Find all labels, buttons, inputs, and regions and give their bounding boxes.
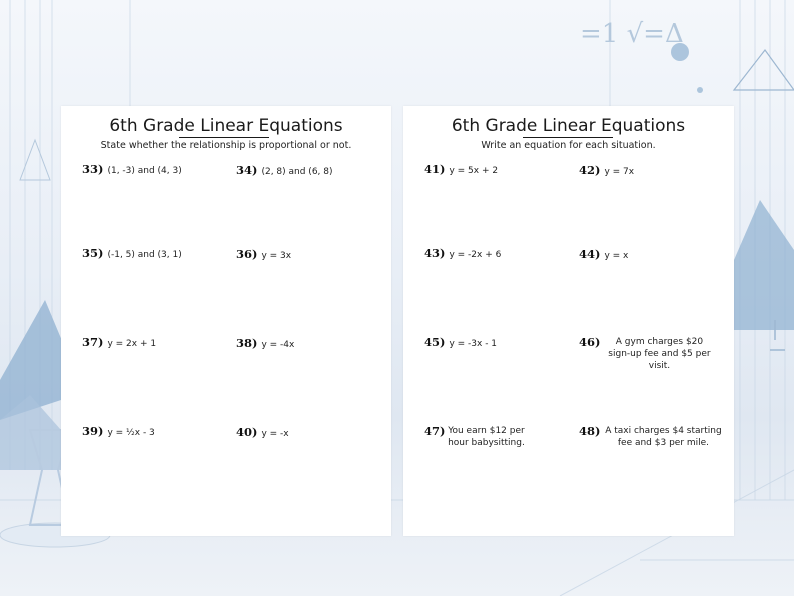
problem-text: y = -3x - 1 bbox=[449, 339, 498, 349]
problem-43 bbox=[424, 247, 501, 261]
problem-number: 33) bbox=[82, 162, 104, 176]
worksheet-instructions: Write an equation for each situation. bbox=[481, 140, 656, 151]
problem-46 bbox=[579, 336, 714, 372]
problem-text: y = 3x bbox=[261, 251, 292, 261]
problem-text: y = 5x + 2 bbox=[449, 166, 499, 176]
problem-number: 36) bbox=[236, 247, 258, 261]
problem-number: 38) bbox=[236, 336, 258, 350]
problem-40 bbox=[236, 426, 289, 440]
problem-number: 40) bbox=[236, 425, 258, 439]
problem-text: (1, -3) and (4, 3) bbox=[107, 166, 182, 176]
problem-48 bbox=[579, 425, 724, 449]
problem-text: You earn $12 per hour babysitting. bbox=[448, 426, 525, 448]
svg-text:=1 √=Δ: =1 √=Δ bbox=[580, 19, 684, 49]
problem-38 bbox=[236, 337, 294, 351]
problem-number: 39) bbox=[82, 424, 104, 438]
problem-number: 35) bbox=[82, 246, 104, 260]
problem-number: 34) bbox=[236, 163, 258, 177]
problem-number: 44) bbox=[579, 247, 601, 261]
worksheet-instructions: State whether the relationship is proportional or not. bbox=[100, 140, 352, 151]
problem-number: 45) bbox=[424, 335, 446, 349]
problem-text: y = 7x bbox=[604, 167, 635, 177]
problem-text: A gym charges $20 sign-up fee and $5 per visit. bbox=[608, 337, 711, 371]
problem-36 bbox=[236, 248, 291, 262]
problem-47 bbox=[424, 425, 525, 449]
problem-45 bbox=[424, 336, 497, 350]
problem-number: 41) bbox=[424, 162, 446, 176]
problem-text: y = -2x + 6 bbox=[449, 250, 502, 260]
problem-text: y = -4x bbox=[261, 340, 295, 350]
problem-42 bbox=[579, 164, 634, 178]
problem-text: A taxi charges $4 starting fee and $3 per mile. bbox=[605, 426, 722, 448]
problem-number: 48) bbox=[579, 424, 601, 438]
problem-39 bbox=[82, 425, 155, 439]
problem-text: y = ½x - 3 bbox=[107, 428, 155, 438]
problem-number: 47) bbox=[424, 424, 446, 438]
worksheet-right bbox=[403, 106, 734, 536]
problem-number: 43) bbox=[424, 246, 446, 260]
problem-35 bbox=[82, 247, 182, 261]
worksheet-left bbox=[61, 106, 391, 536]
problem-text: y = 2x + 1 bbox=[107, 339, 157, 349]
problem-37 bbox=[82, 336, 156, 350]
problem-number: 46) bbox=[579, 335, 601, 349]
problem-number: 37) bbox=[82, 335, 104, 349]
worksheet-title: 6th Grade Linear Equations bbox=[109, 116, 343, 136]
problem-41 bbox=[424, 163, 498, 177]
title-underline bbox=[523, 137, 613, 138]
problem-34 bbox=[236, 164, 333, 178]
worksheet-title: 6th Grade Linear Equations bbox=[451, 116, 686, 136]
problem-text: (2, 8) and (6, 8) bbox=[261, 167, 333, 177]
problem-number: 42) bbox=[579, 163, 601, 177]
problem-33 bbox=[82, 163, 182, 177]
title-underline bbox=[179, 137, 269, 138]
problem-44 bbox=[579, 248, 628, 262]
problem-text: y = -x bbox=[261, 429, 289, 439]
problem-text: (-1, 5) and (3, 1) bbox=[107, 250, 182, 260]
problem-text: y = x bbox=[604, 251, 629, 261]
